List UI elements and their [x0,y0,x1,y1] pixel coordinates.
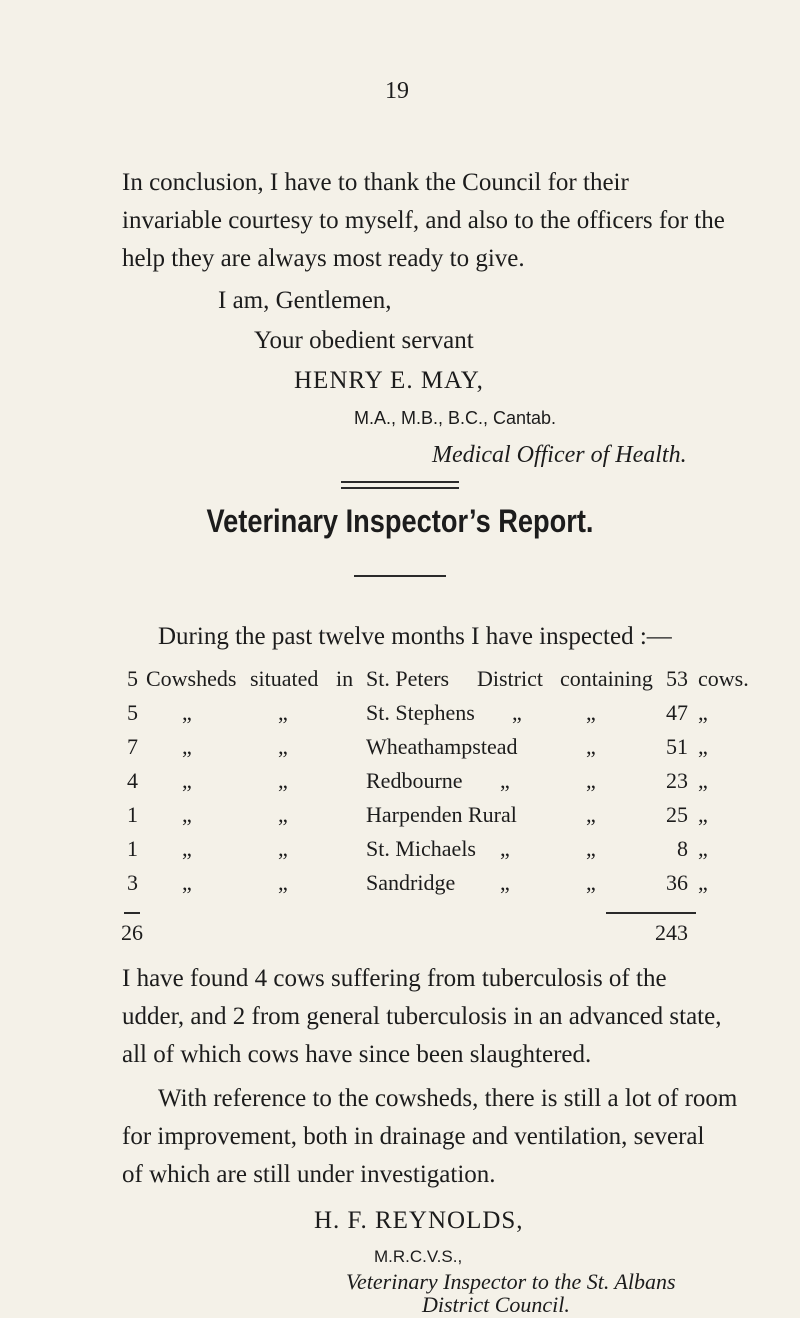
cows-cell: 23 [666,768,688,793]
salutation: I am, Gentlemen, [218,287,392,314]
cowsheds-label: Cowsheds [146,666,237,691]
count-cell: 5 [127,700,138,725]
role: Medical Officer of Health. [432,442,687,468]
district-cell: Harpenden Rural [366,802,517,827]
ditto-mark: „ [278,768,288,793]
district-suffix: „ [512,700,522,725]
cows-cell: 53 [666,666,688,691]
count-cell: 3 [127,870,138,895]
in-label: in [336,666,354,691]
cows-cell: 47 [666,700,688,725]
district-suffix: „ [500,768,510,793]
ditto-mark: „ [586,700,596,725]
vet-qualifications: M.R.C.V.S., [374,1247,463,1266]
ditto-mark: „ [278,802,288,827]
ditto-mark: „ [698,802,708,827]
ditto-mark: „ [698,768,708,793]
ditto-mark: „ [698,870,708,895]
ditto-mark: „ [586,870,596,895]
ditto-mark: „ [182,836,192,861]
letter-line-1: In conclusion, I have to thank the Council for their [122,169,629,196]
total-count: 26 [121,920,143,945]
findings-line-1: I have found 4 cows suffering from tuberculosis of the [122,965,667,992]
vet-signatory: H. F. REYNOLDS, [314,1207,524,1234]
containing-label: containing [560,666,653,691]
ditto-mark: „ [182,870,192,895]
title-underline [354,575,446,577]
ditto-mark: „ [182,734,192,759]
report-intro: During the past twelve months I have inspected :— [158,623,672,650]
district-suffix: „ [500,836,510,861]
ditto-mark: „ [586,836,596,861]
signatory: HENRY E. MAY, [294,367,484,394]
ditto-mark: „ [182,700,192,725]
ditto-mark: „ [278,836,288,861]
district-cell: Redbourne [366,768,463,793]
vet-role-line-1: Veterinary Inspector to the St. Albans [346,1269,676,1294]
report-title: Veterinary Inspector’s Report. [206,503,594,539]
count-cell: 4 [127,768,138,793]
cows-cell: 36 [666,870,688,895]
district-cell: St. Stephens [366,700,475,725]
total-rule-cows [606,912,696,914]
count-cell: 5 [127,666,138,691]
cows-cell: 25 [666,802,688,827]
total-cows: 243 [655,920,688,945]
findings-line-2: udder, and 2 from general tuberculosis in an advanced state, [122,1003,722,1030]
findings-line-3: all of which cows have since been slaughtered. [122,1041,592,1068]
letter-line-3: help they are always most ready to give. [122,245,525,272]
divider-top [341,481,459,483]
district-suffix: „ [500,870,510,895]
cows-cell: 51 [666,734,688,759]
cowsheds-line-3: of which are still under investigation. [122,1161,496,1188]
page-number: 19 [385,78,409,104]
district-suffix: District [477,666,543,691]
vet-role-line-2: District Council. [422,1292,570,1317]
ditto-mark: „ [278,870,288,895]
district-cell: St. Michaels [366,836,476,861]
cowsheds-line-2: for improvement, both in drainage and ventilation, several [122,1123,705,1150]
divider-bottom [341,487,459,489]
district-cell: St. Peters [366,666,450,691]
cowsheds-line-1: With reference to the cowsheds, there is still a lot of room [158,1085,738,1112]
ditto-mark: „ [278,734,288,759]
situated-label: situated [250,666,319,691]
district-cell: Sandridge [366,870,456,895]
count-cell: 7 [127,734,138,759]
district-cell: Wheathampstead [366,734,518,759]
ditto-mark: „ [698,734,708,759]
cows-cell: 8 [677,836,688,861]
cows-unit: cows. [698,666,749,691]
letter-line-2: invariable courtesy to myself, and also to the officers for the [122,207,725,234]
ditto-mark: „ [586,802,596,827]
ditto-mark: „ [698,700,708,725]
ditto-mark: „ [698,836,708,861]
ditto-mark: „ [586,768,596,793]
ditto-mark: „ [182,768,192,793]
qualifications: M.A., M.B., B.C., Cantab. [354,408,557,428]
total-rule-count [124,912,140,914]
count-cell: 1 [127,836,138,861]
closing: Your obedient servant [254,327,474,354]
ditto-mark: „ [182,802,192,827]
ditto-mark: „ [278,700,288,725]
ditto-mark: „ [586,734,596,759]
count-cell: 1 [127,802,138,827]
